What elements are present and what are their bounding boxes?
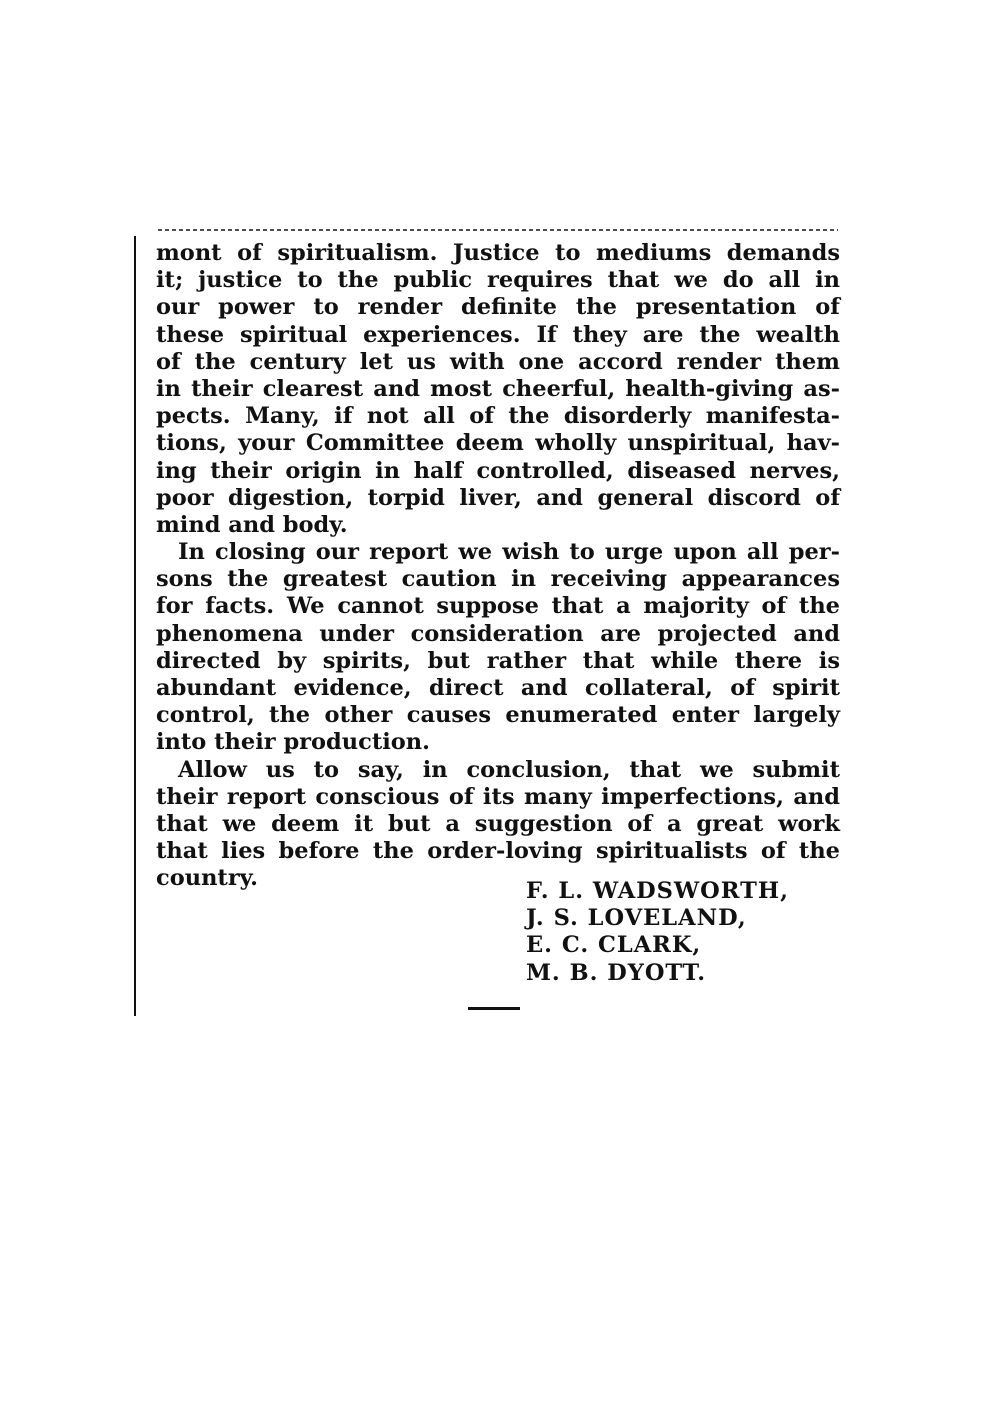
paragraph-1-line-4: these spiritual experiences. If they are the wealth [156, 321, 840, 348]
paragraph-1-line-2: it; justice to the public requires that we do all in [156, 267, 840, 294]
paragraph-1-line-8: tions, your Committee deem wholly unspiritual, hav- [156, 430, 840, 457]
paragraph-2-line-3: for facts. We cannot suppose that a majority of the [156, 593, 840, 620]
paragraph-2-line-5: directed by spirits, but rather that while there is [156, 647, 840, 674]
paragraph-1-line-5: of the century let us with one accord render them [156, 348, 840, 375]
paragraph-3-line-3: that we deem it but a suggestion of a great work [156, 810, 840, 837]
paragraph-2-line-8: into their production. [156, 729, 430, 756]
paragraph-1-line-7: pects. Many, if not all of the disorderly manifesta- [156, 403, 840, 430]
signatory-2: J. S. LOVELAND, [526, 905, 747, 932]
paragraph-1-line-3: our power to render definite the presentation of [156, 294, 840, 321]
report-body [156, 240, 840, 893]
column-rule [134, 236, 136, 1016]
paragraph-1-line-9: ing their origin in half controlled, diseased nerves, [156, 457, 840, 484]
paragraph-1-line-11: mind and body. [156, 511, 348, 538]
signatory-4: M. B. DYOTT. [526, 959, 707, 986]
paragraph-2-line-2: sons the greatest caution in receiving appearances [156, 566, 840, 593]
paragraph-1-line-10: poor digestion, torpid liver, and general discord of [156, 484, 840, 511]
signatory-3: E. C. CLARK, [526, 932, 702, 959]
paragraph-2-line-1: In closing our report we wish to urge upon all per- [178, 539, 840, 566]
newspaper-clipping [134, 226, 846, 1016]
clipped-text-edge [158, 229, 838, 231]
paragraph-3-line-5: country. [156, 865, 258, 892]
paragraph-2-line-7: control, the other causes enumerated enter largely [156, 702, 840, 729]
paragraph-3-line-4: that lies before the order-loving spiritualists of the [156, 838, 840, 865]
paragraph-2-line-4: phenomena under consideration are projected and [156, 620, 840, 647]
paragraph-1-line-6: in their clearest and most cheerful, health-giving as- [156, 375, 840, 402]
paragraph-3-line-1: Allow us to say, in conclusion, that we submit [178, 756, 840, 783]
signatory-1: F. L. WADSWORTH, [526, 878, 789, 904]
paragraph-3-line-2: their report conscious of its many imperfections, and [156, 783, 840, 810]
paragraph-2-line-6: abundant evidence, direct and collateral, of spirit [156, 675, 840, 701]
paragraph-1-line-1: mont of spiritualism. Justice to mediums demands [156, 240, 840, 266]
signatures [526, 878, 789, 987]
end-rule [468, 1007, 520, 1010]
